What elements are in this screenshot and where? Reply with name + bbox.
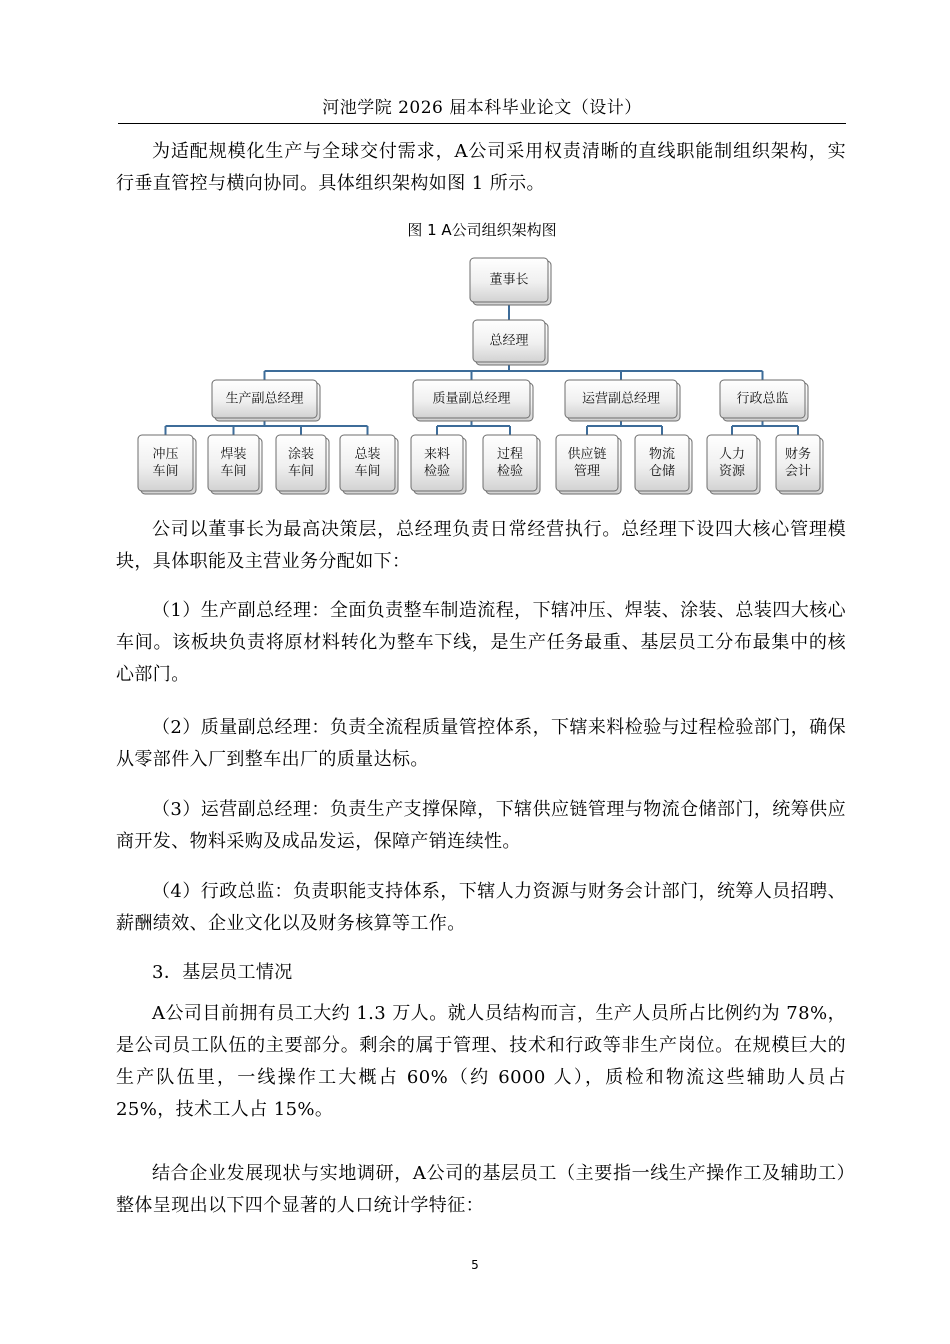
admin-director-box	[720, 380, 808, 421]
paragraph-operations: （3）运营副总经理：负责生产支撑保障，下辖供应链管理与物流仓储部门，统筹供应商开发、物料采购及成品发运，保障产销连续性。	[116, 799, 846, 852]
paragraph-admin: （4）行政总监：负责职能支持体系，下辖人力资源与财务会计部门，统筹人员招聘、薪酬绩效、企业文化以及财务核算等工作。	[116, 881, 846, 934]
chairman-box	[470, 258, 551, 305]
assembly-workshop-box-label: 总装	[354, 447, 381, 462]
quality-vp-box-label: 质量副总经理	[432, 391, 511, 407]
supply-chain-box-box	[556, 435, 618, 491]
operations-vp-box	[565, 380, 680, 421]
painting-workshop-box-label: 车间	[287, 464, 315, 479]
finance-accounting-box	[776, 435, 823, 494]
logistics-warehouse-box-box	[635, 435, 689, 491]
stamping-workshop-box-label: 冲压	[152, 447, 179, 462]
page-header: 河池学院 2026 届本科毕业论文（设计）	[322, 98, 642, 118]
paragraph-overview: 公司以董事长为最高决策层，总经理负责日常经营执行。总经理下设四大核心管理模块，具体职能及主营业务分配如下：	[116, 519, 846, 572]
production-vp-box	[212, 380, 320, 421]
page-number: 5	[471, 1258, 479, 1272]
figure-caption: 图 1 A公司组织架构图	[407, 221, 557, 239]
general-manager-box-label: 总经理	[489, 333, 529, 349]
paragraph-staff: A公司目前拥有员工大约 1.3 万人。就人员结构而言，生产人员所占比例约为 78%，是公司员工队伍的主要部分。剩余的属于管理、技术和行政等非生产岗位。在规模巨大的生产队伍里，一线操作工大概占 60%（约 6000 人），质检和物流这些辅助人员占 25%，技术工人占 15%。	[116, 1003, 846, 1120]
process-inspection-box-label: 检验	[496, 464, 524, 479]
quality-vp-box	[413, 380, 533, 421]
supply-chain-box-label: 管理	[573, 464, 601, 479]
process-inspection-box	[483, 435, 540, 494]
incoming-inspection-box	[411, 435, 466, 494]
logistics-warehouse-box-label: 仓储	[648, 464, 676, 479]
finance-accounting-box-label: 会计	[784, 464, 812, 479]
intro-paragraph: 为适配规模化生产与全球交付需求，A公司采用权责清晰的直线职能制组织架构，实行垂直管控与横向协同。具体组织架构如图 1 所示。	[116, 141, 846, 194]
operations-vp-box-label: 运营副总经理	[581, 391, 661, 407]
human-resources-box-box	[707, 435, 757, 491]
admin-director-box-label: 行政总监	[736, 391, 789, 407]
welding-workshop-box	[208, 435, 262, 494]
assembly-workshop-box-label: 车间	[354, 464, 381, 479]
painting-workshop-box-label: 涂装	[287, 447, 315, 462]
paragraph-characteristics: 结合企业发展现状与实地调研，A公司的基层员工（主要指一线生产操作工及辅助工）整体呈现出以下四个显著的人口统计学特征：	[116, 1163, 846, 1216]
painting-workshop-box	[276, 435, 329, 494]
incoming-inspection-box-label: 来料	[423, 447, 451, 462]
welding-workshop-box-label: 车间	[220, 464, 247, 479]
assembly-workshop-box	[340, 435, 398, 494]
human-resources-box-label: 人力	[718, 447, 746, 462]
assembly-workshop-box-box	[340, 435, 395, 491]
stamping-workshop-box-box	[138, 435, 193, 491]
incoming-inspection-box-box	[411, 435, 463, 491]
finance-accounting-box-label: 财务	[784, 447, 812, 462]
production-vp-box-label: 生产副总经理	[225, 391, 304, 407]
logistics-warehouse-box-label: 物流	[648, 447, 676, 462]
finance-accounting-box-box	[776, 435, 820, 491]
stamping-workshop-box	[138, 435, 196, 494]
welding-workshop-box-label: 焊装	[220, 447, 247, 462]
section-heading: 3．基层员工情况	[152, 962, 293, 983]
welding-workshop-box-box	[208, 435, 259, 491]
painting-workshop-box-box	[276, 435, 326, 491]
logistics-warehouse-box	[635, 435, 692, 494]
supply-chain-box	[556, 435, 621, 494]
paragraph-production: （1）生产副总经理：全面负责整车制造流程，下辖冲压、焊装、涂装、总装四大核心车间。该板块负责将原材料转化为整车下线，是生产任务最重、基层员工分布最集中的核心部门。	[116, 600, 846, 685]
stamping-workshop-box-label: 车间	[152, 464, 179, 479]
human-resources-box	[707, 435, 760, 494]
supply-chain-box-label: 供应链	[567, 447, 607, 462]
chairman-box-label: 董事长	[489, 272, 529, 288]
incoming-inspection-box-label: 检验	[423, 464, 451, 479]
process-inspection-box-label: 过程	[496, 447, 524, 462]
human-resources-box-label: 资源	[718, 464, 746, 479]
paragraph-quality: （2）质量副总经理：负责全流程质量管控体系，下辖来料检验与过程检验部门，确保从零部件入厂到整车出厂的质量达标。	[116, 717, 846, 770]
general-manager-box	[473, 320, 548, 365]
process-inspection-box-box	[483, 435, 537, 491]
